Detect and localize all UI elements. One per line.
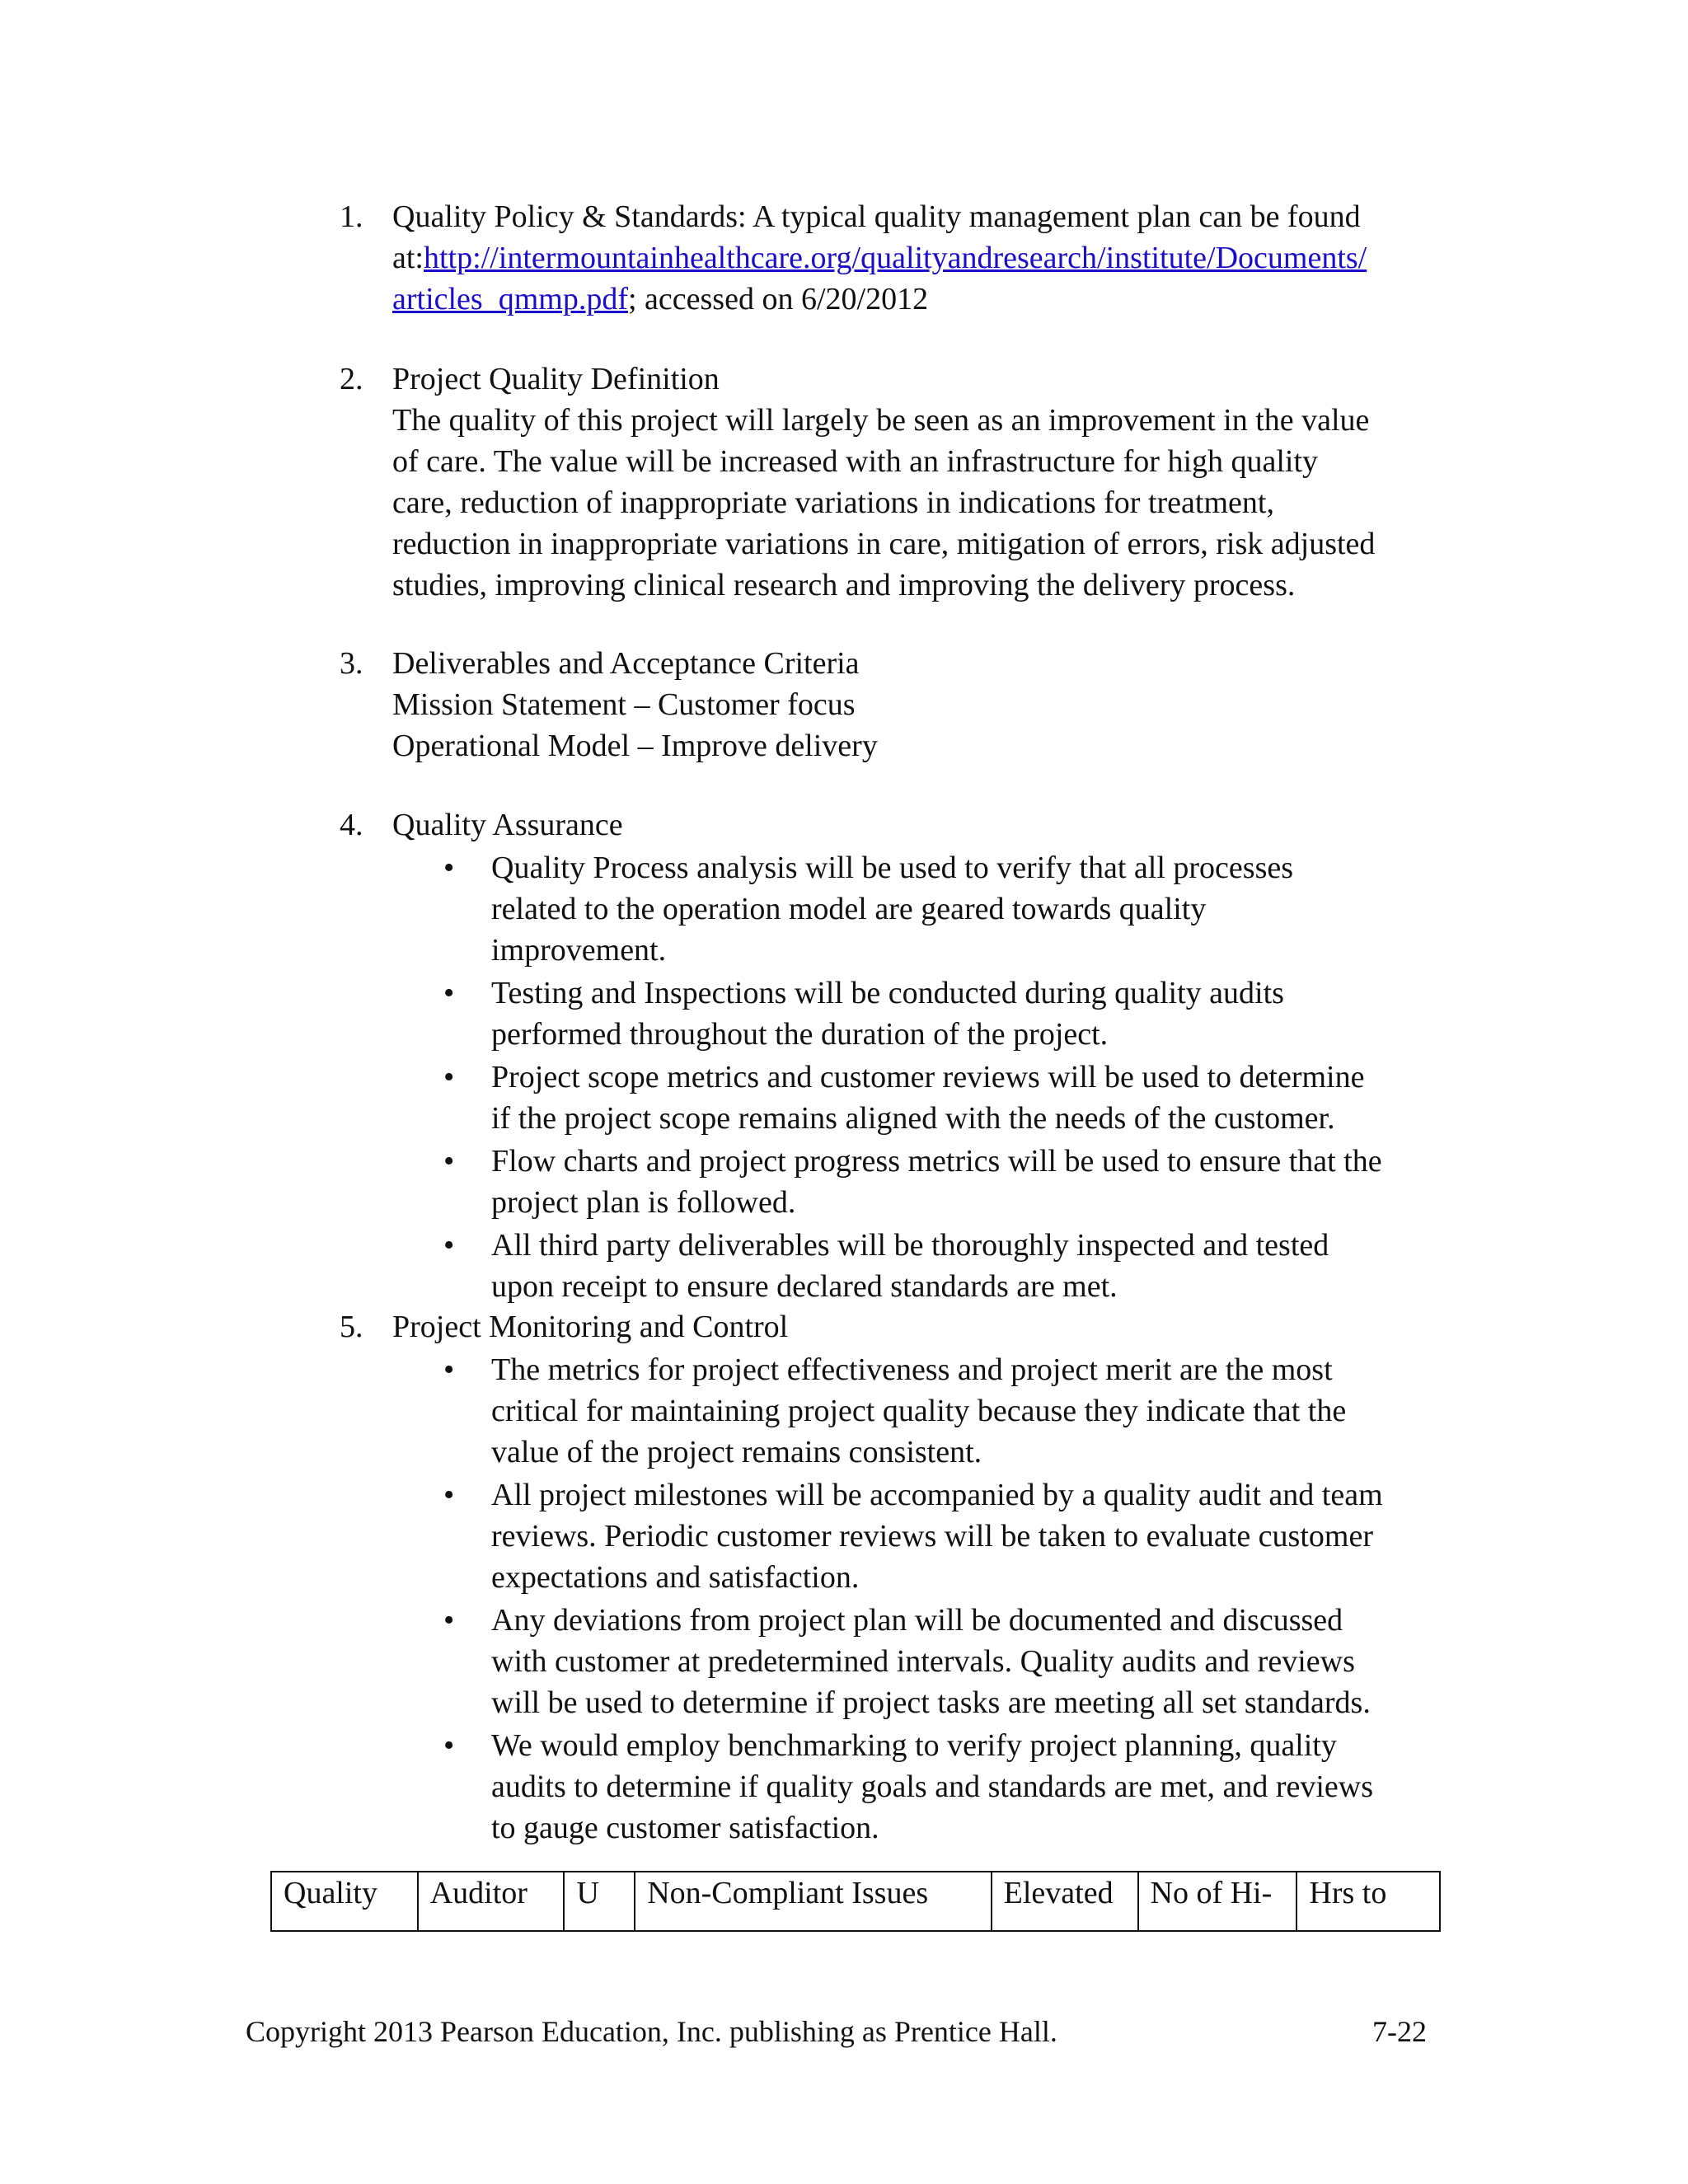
list-item-1: [340, 196, 1452, 320]
table-header-cell: U: [564, 1872, 635, 1931]
table-header-cell: No of Hi-: [1138, 1872, 1297, 1931]
table-header-cell: Elevated: [992, 1872, 1138, 1931]
item-number: 1.: [340, 199, 363, 234]
item-text-line: reduction in inappropriate variations in care, mitigation of errors, risk adjusted: [392, 527, 1376, 561]
bullet-icon: •: [443, 1144, 455, 1179]
item-text-line: Quality Policy & Standards: A typical quality management plan can be found: [392, 199, 1361, 234]
item-text-line: The quality of this project will largely be seen as an improvement in the value: [392, 403, 1370, 438]
bullet-icon: •: [443, 1060, 455, 1094]
bullet-icon: •: [443, 1478, 455, 1512]
list-item-5: [340, 1306, 1452, 1347]
bullet-item: • Project scope metrics and customer reviews will be used to determine if the project scope remains aligned with the needs of the customer.: [438, 1057, 1469, 1139]
item-text-line: care, reduction of inappropriate variations in indications for treatment,: [392, 485, 1274, 520]
bullet-icon: •: [443, 1728, 455, 1763]
bullet-item: • Quality Process analysis will be used to verify that all processes related to the operation model are geared towards quality improvement.: [438, 847, 1469, 971]
quality-plan-link-continued[interactable]: articles_qmmp.pdf: [392, 282, 628, 316]
item-number: 4.: [340, 808, 363, 842]
accessed-date-text: ; accessed on 6/20/2012: [627, 282, 929, 316]
table-header-row: [271, 1872, 1440, 1931]
bullet-item: • Flow charts and project progress metrics will be used to ensure that the project plan is followed.: [438, 1141, 1469, 1223]
item-text-line: Operational Model – Improve delivery: [392, 729, 878, 763]
item-heading: Quality Assurance: [392, 808, 623, 842]
bullet-item: • Any deviations from project plan will be documented and discussed with customer at predetermined intervals. Quality audits and reviews will be used to determine if project tasks are meeting all set standards.: [438, 1600, 1469, 1723]
quality-plan-link[interactable]: http://intermountainhealthcare.org/qualityandresearch/institute/Documents/: [423, 241, 1367, 275]
monitoring-control-bullets: [438, 1349, 1469, 1849]
bullet-icon: •: [443, 1228, 455, 1263]
quality-audit-table: [270, 1871, 1441, 1932]
bullet-icon: •: [443, 1603, 455, 1638]
quality-assurance-bullets: [438, 847, 1469, 1307]
item-heading: Deliverables and Acceptance Criteria: [392, 646, 860, 681]
copyright-footer: Copyright 2013 Pearson Education, Inc. publishing as Prentice Hall.: [246, 2015, 1057, 2048]
bullet-icon: •: [443, 851, 455, 885]
bullet-item: • All third party deliverables will be thoroughly inspected and tested upon receipt to ensure declared standards are met.: [438, 1225, 1469, 1307]
table-header-cell: Quality: [271, 1872, 418, 1931]
list-item-2: [340, 359, 1452, 606]
table-header-cell: Hrs to: [1296, 1872, 1440, 1931]
bullet-item: • Testing and Inspections will be conducted during quality audits performed throughout the duration of the project.: [438, 972, 1469, 1055]
bullet-item: • All project milestones will be accompanied by a quality audit and team reviews. Periodic customer reviews will be taken to evaluate customer expectations and satisfaction.: [438, 1474, 1469, 1598]
table-header-cell: Non-Compliant Issues: [635, 1872, 991, 1931]
item-text-line: of care. The value will be increased with an infrastructure for high quality: [392, 444, 1319, 479]
item-number: 2.: [340, 362, 363, 396]
link-prefix: at:: [392, 241, 424, 275]
bullet-item: • The metrics for project effectiveness and project merit are the most critical for maintaining project quality because they indicate that the value of the project remains consistent.: [438, 1349, 1469, 1473]
item-text-line: Mission Statement – Customer focus: [392, 687, 856, 722]
page-number: 7-22: [1372, 2015, 1427, 2048]
bullet-icon: •: [443, 1352, 455, 1387]
table-header-cell: Auditor: [418, 1872, 565, 1931]
item-heading: Project Monitoring and Control: [392, 1310, 789, 1344]
item-text-line: studies, improving clinical research and improving the delivery process.: [392, 568, 1296, 602]
list-item-3: [340, 643, 1452, 766]
list-item-4: [340, 804, 1452, 846]
item-number: 3.: [340, 646, 363, 681]
item-heading: Project Quality Definition: [392, 362, 720, 396]
bullet-item: • We would employ benchmarking to verify project planning, quality audits to determine if quality goals and standards are met, and reviews to gauge customer satisfaction.: [438, 1725, 1469, 1849]
bullet-icon: •: [443, 976, 455, 1010]
item-number: 5.: [340, 1310, 363, 1344]
